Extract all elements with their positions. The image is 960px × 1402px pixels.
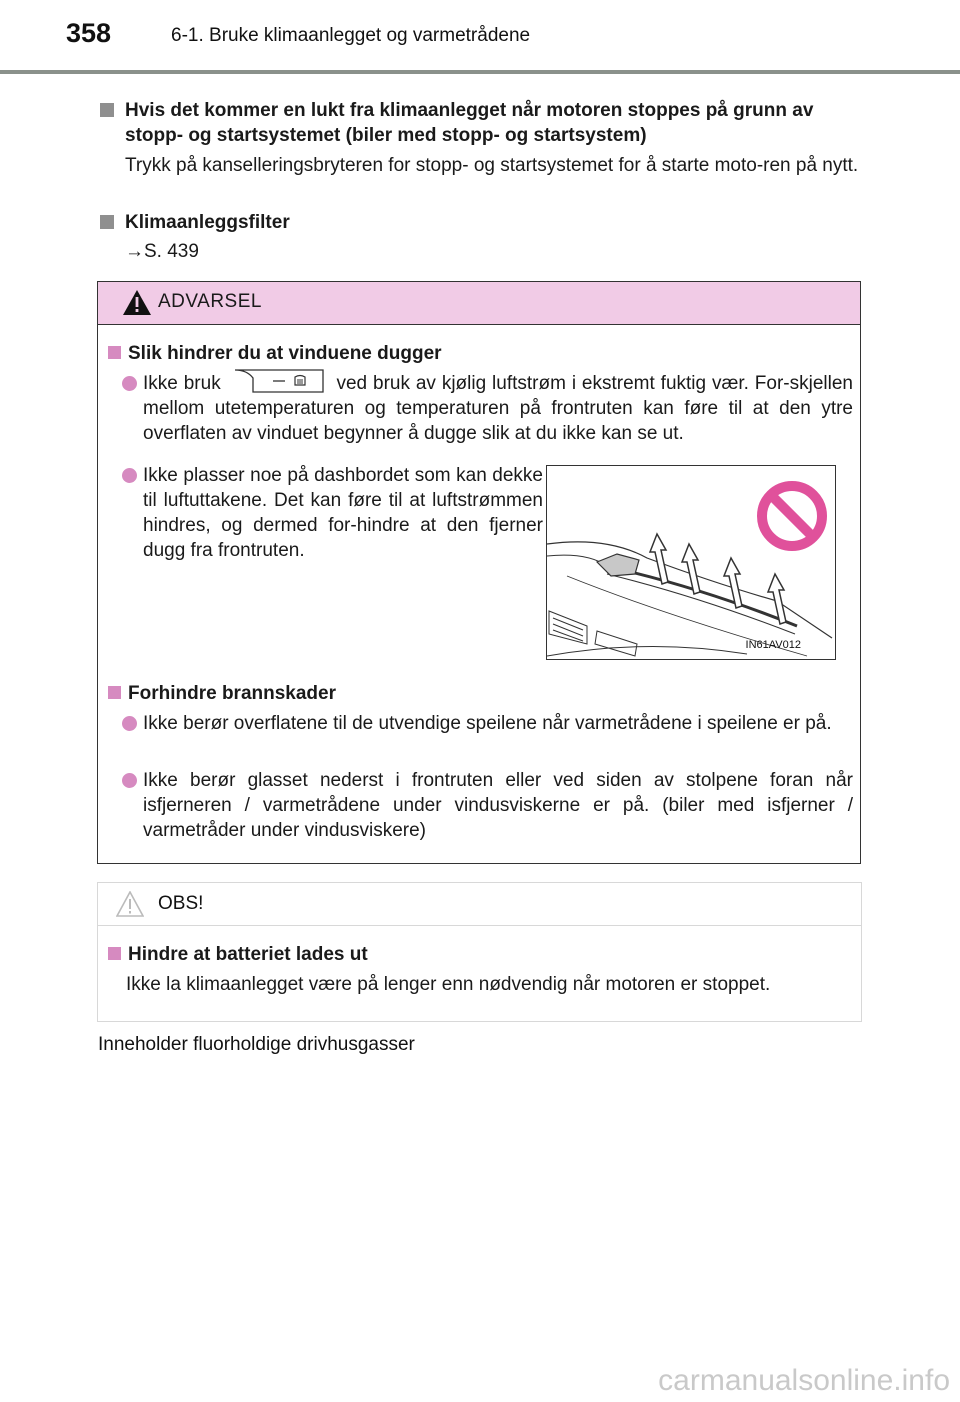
warning-group-heading: Forhindre brannskader (106, 683, 336, 705)
header-rule (0, 70, 960, 74)
dashboard-vent-illustration (546, 465, 836, 660)
warning-bullet: Ikke plasser noe på dashbordet som kan dekke til luftuttakene. Det kan føre til at luftstrømmen hindres, og dermed for-hindre at den fjerner dugg fra frontruten. (122, 463, 543, 563)
chapter-title: 6-1. Bruke klimaanlegget og varmetrådene (171, 25, 531, 46)
warning-triangle-icon (122, 289, 152, 316)
footer-note: Inneholder fluorholdige drivhusgasser (98, 1034, 415, 1055)
page-header (60, 14, 900, 54)
notice-box (97, 882, 862, 1022)
round-bullet-icon (122, 716, 137, 731)
notice-text: Ikke la klimaanlegget være på lenger enn nødvendig når motoren er stoppet. (126, 974, 771, 995)
page-number: 358 (66, 18, 112, 48)
square-bullet-icon (108, 346, 121, 359)
section-heading: Klimaanleggsfilter (98, 210, 862, 235)
defroster-button-icon (233, 368, 325, 394)
watermark: carmanualsonline.info (658, 1364, 950, 1397)
notice-heading: Hindre at batteriet lades ut (106, 944, 368, 966)
square-bullet-icon (100, 103, 114, 117)
warning-title: ADVARSEL (158, 291, 262, 312)
illustration-code: IN61AV012 (745, 639, 801, 651)
notice-header (98, 883, 861, 926)
round-bullet-icon (122, 773, 137, 788)
section-text: Trykk på kanselleringsbryteren for stopp- og startsystemet for å starte moto-ren på nytt. (125, 155, 859, 176)
warning-bullet: Ikke bruk ved bruk av kjølig luftstrøm i ekstremt fuktig vær. For-skjellen mellom utetemperaturen og temperaturen på frontruten kan føre til at den ytre overflaten av vinduet begynner å dugge slik at du ikke kan se ut. (122, 371, 853, 446)
section-filter (98, 210, 862, 263)
square-bullet-icon (108, 947, 121, 960)
square-bullet-icon (108, 686, 121, 699)
page-reference: →S. 439 (125, 241, 199, 262)
square-bullet-icon (100, 215, 114, 229)
round-bullet-icon (122, 468, 137, 483)
round-bullet-icon (122, 376, 137, 391)
section-heading: Hvis det kommer en lukt fra klimaanlegget når motoren stoppes på grunn av stopp- og startsystemet (biler med stopp- og startsystem) (98, 98, 862, 148)
warning-header (98, 282, 860, 325)
dashboard-drawing (547, 466, 836, 660)
warning-group-heading: Slik hindrer du at vinduene dugger (106, 343, 442, 365)
notice-title: OBS! (158, 893, 204, 914)
warning-bullet: Ikke berør overflatene til de utvendige speilene når varmetrådene i speilene er på. (122, 711, 853, 736)
warning-bullet: Ikke berør glasset nederst i frontruten eller ved siden av stolpene foran når isfjerneren / varmetrådene under vindusviskerne er på. (biler med isfjerner / varmetråder under vindusviskere) (122, 768, 853, 843)
caution-triangle-icon (116, 891, 144, 917)
section-odor (98, 98, 862, 178)
